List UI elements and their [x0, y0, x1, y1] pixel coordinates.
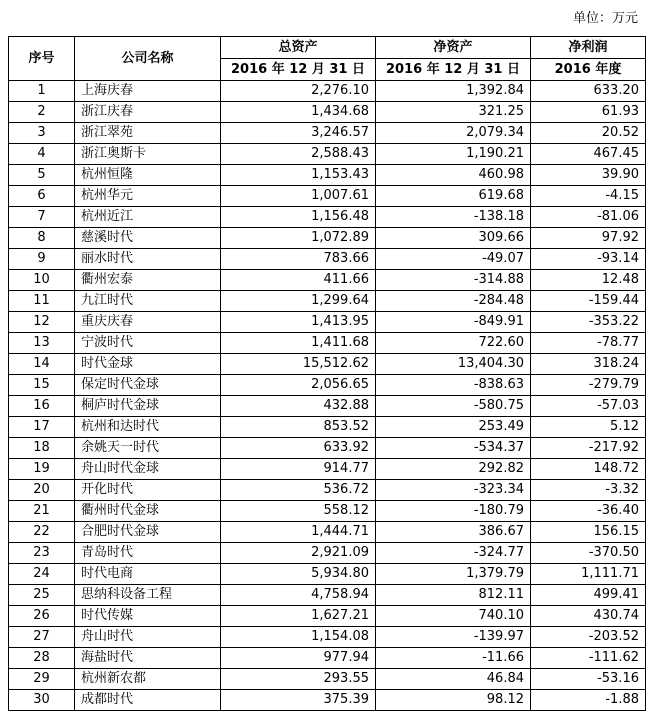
net-profit-cell: -217.92 [531, 438, 646, 459]
table-row [9, 648, 646, 669]
unit-label: 单位：万元 [572, 11, 638, 26]
company-name-cell: 浙江奥斯卡 [75, 144, 221, 165]
table-row [9, 333, 646, 354]
net-assets-cell: 1,190.21 [376, 144, 531, 165]
company-name-cell: 时代电商 [75, 564, 221, 585]
net-assets-cell: 740.10 [376, 606, 531, 627]
net-assets-cell: -180.79 [376, 501, 531, 522]
total-assets-cell: 3,246.57 [221, 123, 376, 144]
company-name-cell: 成都时代 [75, 690, 221, 711]
row-number-cell: 21 [9, 501, 75, 522]
row-number-cell: 30 [9, 690, 75, 711]
row-number-cell: 7 [9, 207, 75, 228]
company-name-cell: 浙江庆春 [75, 102, 221, 123]
row-number-cell: 14 [9, 354, 75, 375]
row-number-cell: 27 [9, 627, 75, 648]
net-profit-cell: -81.06 [531, 207, 646, 228]
table-row [9, 270, 646, 291]
table-header [9, 37, 646, 81]
header-net-profit-year: 2016 年度 [531, 59, 646, 81]
net-assets-cell: -139.97 [376, 627, 531, 648]
table-row [9, 165, 646, 186]
row-number-cell: 1 [9, 81, 75, 102]
total-assets-cell: 1,299.64 [221, 291, 376, 312]
financial-table [8, 36, 646, 711]
header-net-profit: 净利润 [531, 37, 646, 59]
net-profit-cell: 318.24 [531, 354, 646, 375]
row-number-cell: 26 [9, 606, 75, 627]
total-assets-cell: 432.88 [221, 396, 376, 417]
row-number-cell: 23 [9, 543, 75, 564]
total-assets-cell: 1,072.89 [221, 228, 376, 249]
table-row [9, 522, 646, 543]
total-assets-cell: 558.12 [221, 501, 376, 522]
row-number-cell: 3 [9, 123, 75, 144]
net-profit-cell: -53.16 [531, 669, 646, 690]
row-number-cell: 9 [9, 249, 75, 270]
total-assets-cell: 1,153.43 [221, 165, 376, 186]
net-profit-cell: 61.93 [531, 102, 646, 123]
net-assets-cell: -284.48 [376, 291, 531, 312]
company-name-cell: 舟山时代 [75, 627, 221, 648]
net-profit-cell: 1,111.71 [531, 564, 646, 585]
company-name-cell: 杭州新农都 [75, 669, 221, 690]
row-number-cell: 17 [9, 417, 75, 438]
table-row [9, 144, 646, 165]
net-profit-cell: -370.50 [531, 543, 646, 564]
table-row [9, 627, 646, 648]
net-profit-cell: 156.15 [531, 522, 646, 543]
net-profit-cell: -279.79 [531, 375, 646, 396]
total-assets-cell: 536.72 [221, 480, 376, 501]
row-number-cell: 16 [9, 396, 75, 417]
table-row [9, 312, 646, 333]
company-name-cell: 丽水时代 [75, 249, 221, 270]
net-assets-cell: 1,379.79 [376, 564, 531, 585]
net-profit-cell: 499.41 [531, 585, 646, 606]
company-name-cell: 海盐时代 [75, 648, 221, 669]
total-assets-cell: 853.52 [221, 417, 376, 438]
table-row [9, 81, 646, 102]
table-row [9, 207, 646, 228]
total-assets-cell: 1,444.71 [221, 522, 376, 543]
row-number-cell: 2 [9, 102, 75, 123]
company-name-cell: 九江时代 [75, 291, 221, 312]
row-number-cell: 29 [9, 669, 75, 690]
net-assets-cell: -849.91 [376, 312, 531, 333]
net-profit-cell: 39.90 [531, 165, 646, 186]
table-row [9, 438, 646, 459]
row-number-cell: 28 [9, 648, 75, 669]
company-name-cell: 上海庆春 [75, 81, 221, 102]
row-number-cell: 18 [9, 438, 75, 459]
net-assets-cell: -323.34 [376, 480, 531, 501]
total-assets-cell: 293.55 [221, 669, 376, 690]
net-profit-cell: 467.45 [531, 144, 646, 165]
net-profit-cell: -203.52 [531, 627, 646, 648]
table-row [9, 543, 646, 564]
total-assets-cell: 783.66 [221, 249, 376, 270]
net-assets-cell: 619.68 [376, 186, 531, 207]
table-row [9, 417, 646, 438]
net-profit-cell: -353.22 [531, 312, 646, 333]
row-number-cell: 24 [9, 564, 75, 585]
total-assets-cell: 375.39 [221, 690, 376, 711]
net-profit-cell: -111.62 [531, 648, 646, 669]
company-name-cell: 保定时代金球 [75, 375, 221, 396]
header-net-assets-date: 2016 年 12 月 31 日 [376, 59, 531, 81]
net-profit-cell: 5.12 [531, 417, 646, 438]
net-assets-cell: -314.88 [376, 270, 531, 291]
net-profit-cell: 97.92 [531, 228, 646, 249]
total-assets-cell: 1,007.61 [221, 186, 376, 207]
total-assets-cell: 1,627.21 [221, 606, 376, 627]
net-profit-cell: 430.74 [531, 606, 646, 627]
net-assets-cell: -324.77 [376, 543, 531, 564]
company-name-cell: 浙江翠苑 [75, 123, 221, 144]
company-name-cell: 余姚天一时代 [75, 438, 221, 459]
company-name-cell: 慈溪时代 [75, 228, 221, 249]
table-row [9, 186, 646, 207]
row-number-cell: 13 [9, 333, 75, 354]
total-assets-cell: 2,276.10 [221, 81, 376, 102]
company-name-cell: 合肥时代金球 [75, 522, 221, 543]
table-row [9, 606, 646, 627]
company-name-cell: 衢州宏泰 [75, 270, 221, 291]
table-row [9, 690, 646, 711]
company-name-cell: 杭州和达时代 [75, 417, 221, 438]
table-row [9, 669, 646, 690]
company-name-cell: 衢州时代金球 [75, 501, 221, 522]
table-body [9, 81, 646, 711]
net-profit-cell: -36.40 [531, 501, 646, 522]
net-assets-cell: 722.60 [376, 333, 531, 354]
total-assets-cell: 5,934.80 [221, 564, 376, 585]
net-profit-cell: -159.44 [531, 291, 646, 312]
net-profit-cell: 148.72 [531, 459, 646, 480]
header-total-assets-date: 2016 年 12 月 31 日 [221, 59, 376, 81]
net-assets-cell: -534.37 [376, 438, 531, 459]
net-assets-cell: -838.63 [376, 375, 531, 396]
company-name-cell: 青岛时代 [75, 543, 221, 564]
total-assets-cell: 1,413.95 [221, 312, 376, 333]
row-number-cell: 15 [9, 375, 75, 396]
company-name-cell: 杭州近江 [75, 207, 221, 228]
total-assets-cell: 914.77 [221, 459, 376, 480]
company-name-cell: 时代金球 [75, 354, 221, 375]
table-row [9, 480, 646, 501]
total-assets-cell: 1,156.48 [221, 207, 376, 228]
row-number-cell: 19 [9, 459, 75, 480]
table-row [9, 501, 646, 522]
net-assets-cell: -11.66 [376, 648, 531, 669]
company-name-cell: 杭州恒隆 [75, 165, 221, 186]
net-profit-cell: -57.03 [531, 396, 646, 417]
net-profit-cell: 633.20 [531, 81, 646, 102]
header-company: 公司名称 [75, 37, 221, 81]
net-assets-cell: -49.07 [376, 249, 531, 270]
table-row [9, 249, 646, 270]
table-row [9, 396, 646, 417]
table-row [9, 354, 646, 375]
row-number-cell: 6 [9, 186, 75, 207]
company-name-cell: 杭州华元 [75, 186, 221, 207]
net-assets-cell: 309.66 [376, 228, 531, 249]
company-name-cell: 桐庐时代金球 [75, 396, 221, 417]
company-name-cell: 思纳科设备工程 [75, 585, 221, 606]
company-name-cell: 重庆庆春 [75, 312, 221, 333]
table-row [9, 585, 646, 606]
net-profit-cell: 12.48 [531, 270, 646, 291]
total-assets-cell: 2,921.09 [221, 543, 376, 564]
net-assets-cell: 321.25 [376, 102, 531, 123]
company-name-cell: 时代传媒 [75, 606, 221, 627]
net-assets-cell: 292.82 [376, 459, 531, 480]
total-assets-cell: 1,434.68 [221, 102, 376, 123]
header-no: 序号 [9, 37, 75, 81]
total-assets-cell: 977.94 [221, 648, 376, 669]
table-row [9, 102, 646, 123]
net-assets-cell: 386.67 [376, 522, 531, 543]
row-number-cell: 25 [9, 585, 75, 606]
row-number-cell: 12 [9, 312, 75, 333]
company-name-cell: 宁波时代 [75, 333, 221, 354]
net-assets-cell: 812.11 [376, 585, 531, 606]
total-assets-cell: 633.92 [221, 438, 376, 459]
total-assets-cell: 1,154.08 [221, 627, 376, 648]
header-total-assets: 总资产 [221, 37, 376, 59]
header-net-assets: 净资产 [376, 37, 531, 59]
total-assets-cell: 1,411.68 [221, 333, 376, 354]
net-profit-cell: -1.88 [531, 690, 646, 711]
net-profit-cell: -4.15 [531, 186, 646, 207]
total-assets-cell: 15,512.62 [221, 354, 376, 375]
net-assets-cell: -138.18 [376, 207, 531, 228]
row-number-cell: 5 [9, 165, 75, 186]
net-profit-cell: -78.77 [531, 333, 646, 354]
table-row [9, 375, 646, 396]
net-assets-cell: 2,079.34 [376, 123, 531, 144]
row-number-cell: 4 [9, 144, 75, 165]
net-assets-cell: 46.84 [376, 669, 531, 690]
table-row [9, 291, 646, 312]
company-name-cell: 舟山时代金球 [75, 459, 221, 480]
net-assets-cell: 1,392.84 [376, 81, 531, 102]
net-profit-cell: -3.32 [531, 480, 646, 501]
net-assets-cell: 460.98 [376, 165, 531, 186]
total-assets-cell: 4,758.94 [221, 585, 376, 606]
table-row [9, 228, 646, 249]
row-number-cell: 22 [9, 522, 75, 543]
net-assets-cell: 253.49 [376, 417, 531, 438]
net-profit-cell: -93.14 [531, 249, 646, 270]
total-assets-cell: 2,056.65 [221, 375, 376, 396]
table-row [9, 564, 646, 585]
net-profit-cell: 20.52 [531, 123, 646, 144]
total-assets-cell: 411.66 [221, 270, 376, 291]
total-assets-cell: 2,588.43 [221, 144, 376, 165]
row-number-cell: 20 [9, 480, 75, 501]
row-number-cell: 10 [9, 270, 75, 291]
company-name-cell: 开化时代 [75, 480, 221, 501]
net-assets-cell: 98.12 [376, 690, 531, 711]
net-assets-cell: 13,404.30 [376, 354, 531, 375]
net-assets-cell: -580.75 [376, 396, 531, 417]
row-number-cell: 11 [9, 291, 75, 312]
row-number-cell: 8 [9, 228, 75, 249]
table-row [9, 123, 646, 144]
table-row [9, 459, 646, 480]
